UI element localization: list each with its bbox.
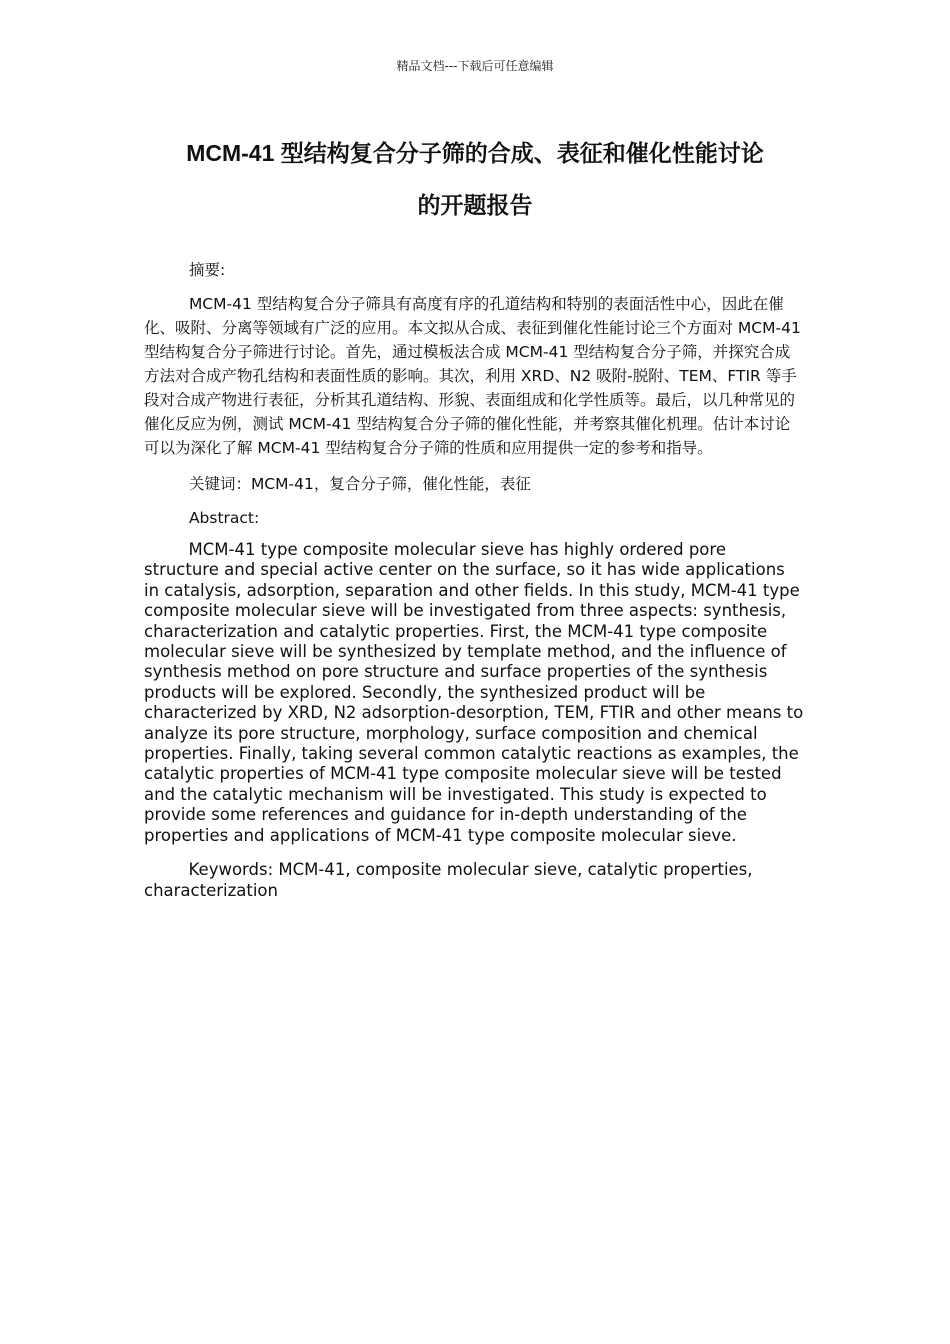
abstract-cn-label: 摘要: [188,261,226,279]
abstract-en-label: Abstract: [188,509,260,527]
keywords-cn: 关键词：MCM-41，复合分子筛，催化性能，表征 [188,475,531,493]
title-line-2: 的开题报告 [417,192,533,218]
document-body [144,258,804,915]
title-line-1: MCM-41 型结构复合分子筛的合成、表征和催化性能讨论 [186,140,764,166]
abstract-en-body: MCM-41 type composite molecular sieve has highly ordered pore structure and special active center on the surface, so it has wide applications in catalysis, adsorption, separation and other fields. In this study, MCM-41 type composite molecular sieve will be investigated from three aspects: synthesis, characterization and catalytic properties. First, the MCM-41 type composite molecular sieve will be synthesized by template method, and the influence of synthesis method on pore structure and surface properties of the synthesis products will be explored. Secondly, the synthesized product will be characterized by XRD, N2 adsorption-desorption, TEM, FTIR and other means to analyze its pore structure, morphology, surface composition and chemical properties. Finally, taking several common catalytic reactions as examples, the catalytic properties of MCM-41 type composite molecular sieve will be tested and the catalytic mechanism will be investigated. This study is expected to provide some references and guidance for in-depth understanding of the properties and applications of MCM-41 type composite molecular sieve. [144,540,804,845]
keywords-en: Keywords: MCM-41, composite molecular sieve, catalytic properties, characterization [144,860,753,900]
document-title [145,133,805,225]
abstract-cn-body: MCM-41 型结构复合分子筛具有高度有序的孔道结构和特别的表面活性中心，因此在催化、吸附、分离等领域有广泛的应用。本文拟从合成、表征到催化性能讨论三个方面对 MCM-41 型结构复合分子筛进行讨论。首先，通过模板法合成 MCM-41 型结构复合分子筛，并探究合成方法对合成产物孔结构和表面性质的影响。其次，利用 XRD、N2 吸附-脱附、TEM、FTIR 等手段对合成产物进行表征，分析其孔道结构、形貌、表面组成和化学性质等。最后，以几种常见的催化反应为例，测试 MCM-41 型结构复合分子筛的催化性能，并考察其催化机理。估计本讨论可以为深化了解 MCM-41 型结构复合分子筛的性质和应用提供一定的参考和指导。 [144,295,801,457]
header-note: 精品文档---下载后可任意编辑 [396,59,554,73]
